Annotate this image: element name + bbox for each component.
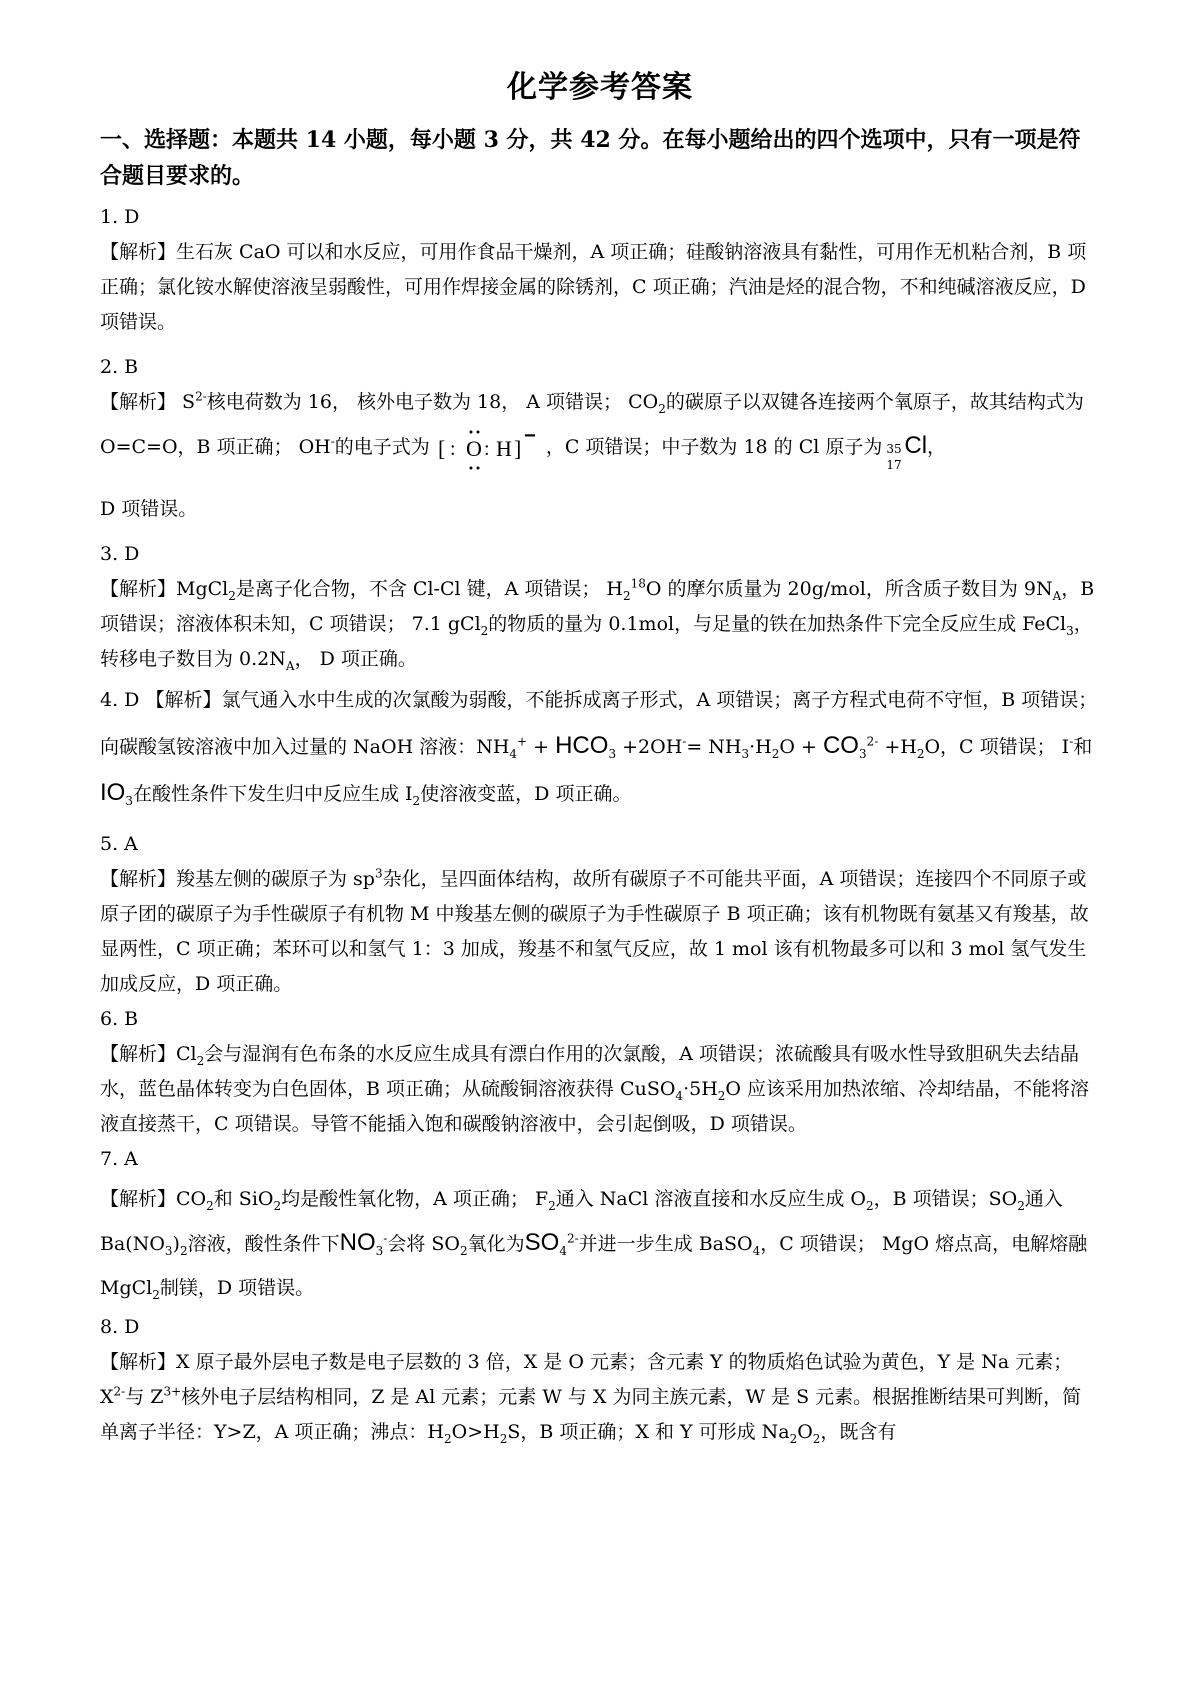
lewis-minus: − <box>523 425 536 447</box>
q2-analysis: 【解析】 $S^{2-}$核电荷数为 16， 核外电子数为 18， A 项错误； $CO_2$的碳原子以双键各连接两个氧原子，故其结构式为 O=C=O，B 项正确； OH-的电子式为 [ : O : H ] − ，C 项错误；中子数为 18 的 Cl 原子为 35 17 Cl， <box>100 385 1100 476</box>
q8-analysis: 【解析】X 原子最外层电子数是电子层数的 3 倍，X 是 O 元素；含元素 Y 的物质焰色试验为黄色，Y 是 Na 元素； $X^{2-}$与 $Z^{3+}$核外电子层结构相同，Z 是 Al 元素；元素 W 与 X 为同主族元素，W 是 S 元素。根据推断结果可判断，简单离子半径：Y>Z，A 项正确；沸点：$H_2O>H_2S$，B 项正确；X 和 Y 可形成 $Na_2O_2$，既含有 <box>100 1351 1082 1446</box>
q1-analysis: 【解析】生石灰 CaO 可以和水反应，可用作食品干燥剂，A 项正确；硅酸钠溶液具有黏性，可用作无机粘合剂，B 项正确；氯化铵水解使溶液呈弱酸性，可用作焊接金属的除锈剂，C 项正确；汽油是烃的混合物，不和纯碱溶液反应，D 项错误。 <box>100 241 1087 333</box>
page-title: 化学参考答案 <box>507 70 693 105</box>
q7-answer: 7. A <box>100 1148 138 1170</box>
lewis-o: O <box>465 436 482 461</box>
lewis-colon: : <box>449 438 456 460</box>
q6-analysis: 【解析】$Cl_2$会与湿润有色布条的水反应生成具有漂白作用的次氯酸，A 项错误；浓硫酸具有吸水性导致胆矾失去结晶水，蓝色晶体转变为白色固体，B 项正确；从硫酸铜溶液获得 $CuSO_4\cdot 5H_2O$ 应该采用加热浓缩、冷却结晶，不能将溶液直接蒸干，C 项错误。导管不能插入饱和碳酸钠溶液中，会引起倒吸，D 项错误。 <box>100 1043 1090 1135</box>
q5-analysis: 【解析】羧基左侧的碳原子为 $sp^3$杂化，呈四面体结构，故所有碳原子不可能共平面，A 项错误；连接四个不同原子或原子团的碳原子为手性碳原子有机物 M 中羧基左侧的碳原子为手性碳原子 B 项正确；该有机物既有氨基又有羧基，故显两性，C 项正确；苯环可以和氢气 1：3 加成，羧基不和氢气反应，故 1 mol 该有机物最多可以和 3 mol 氢气发生加成反应，D 项正确。 <box>100 866 1089 995</box>
q1-answer: 1. D <box>100 206 140 228</box>
q6-answer: 6. B <box>100 1008 139 1030</box>
lewis-h: H <box>495 436 512 461</box>
q4-analysis: 4. D 【解析】氯气通入水中生成的次氯酸为弱酸，不能拆成离子形式，A 项错误；离子方程式电荷不守恒，B 项错误；向碳酸氢铵溶液中加入过量的 NaOH 溶液：$NH_4^+ + HCO_3 +2OH^-= NH_3\cdot H_2O + CO_3^{2-} +H_2O$，C 项错误； I-和$IO_3$在酸性条件下发生归中反应生成 $I_2$使溶液变蓝，D 项正确。 <box>100 689 1098 808</box>
lewis-left-bracket: [ <box>437 436 446 461</box>
q8-answer: 8. D <box>100 1316 140 1338</box>
hydroxide-lewis-structure <box>436 420 546 476</box>
section-heading: 一、选择题：本题共 14 小题，每小题 3 分，共 42 分。在每小题给出的四个选项中，只有一项是符合题目要求的。 <box>100 127 1081 189</box>
q3-answer: 3. D <box>100 543 140 565</box>
lewis-colon-2: : <box>483 438 490 460</box>
q2-answer: 2. B <box>100 356 139 378</box>
q7-analysis: 【解析】$CO_2$和 SiO$_2$均是酸性氧化物，A 项正确； $F_2$通入 NaCl 溶液直接和水反应生成 $O_2$，B 项错误；$SO_2$通入 $Ba(NO_3)_2$溶液，酸性条件下$NO_3^-$会将 $SO_2$氧化为$SO_4^{2-}$并进一步生成 BaSO$_4$，C 项错误； MgO 熔点高，电解熔融 MgCl$_2$制镁，D 项错误。 <box>100 1188 1088 1302</box>
q2-analysis-end: D 项错误。 <box>100 498 198 520</box>
cl-isotope: 35 17 <box>886 442 902 472</box>
answer-document <box>100 62 1100 1450</box>
lewis-right-bracket: ] <box>513 436 522 461</box>
q3-analysis: 【解析】MgCl$_2$是离子化合物，不含 Cl-Cl 键，A 项错误； $H_2^{18}O$ 的摩尔质量为 20g/mol，所含质子数目为 $9N_A$，B 项错误；溶液体积未知，C 项错误； 7.1 gCl$_2$的物质的量为 0.1mol，与足量的铁在加热条件下完全反应生成 FeCl$_3$，转移电子数目为 $0.2N_A$， D 项正确。 <box>100 576 1095 673</box>
q5-answer: 5. A <box>100 833 138 855</box>
